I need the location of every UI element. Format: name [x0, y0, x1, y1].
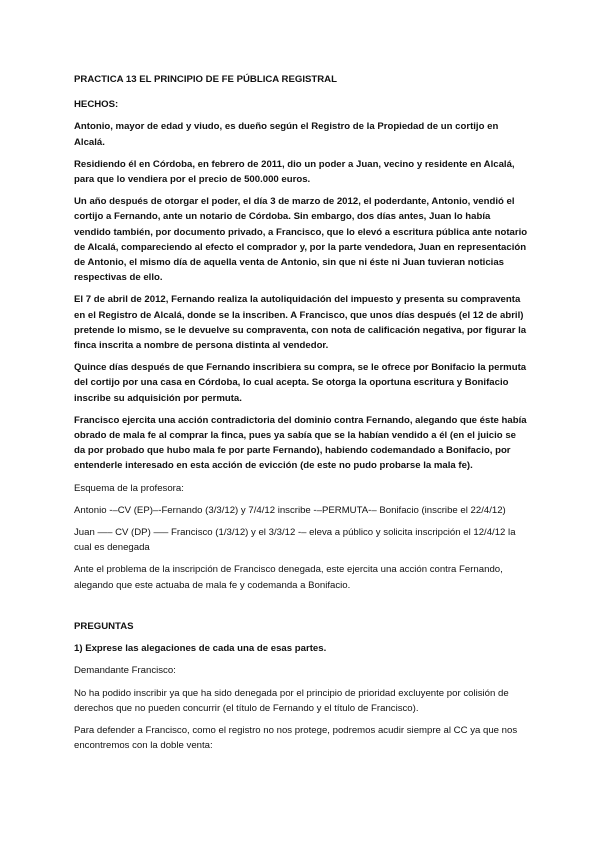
paragraph-2: Residiendo él en Córdoba, en febrero de 2011, dio un poder a Juan, vecino y residente en Alcalá, para que lo vendiera por el precio de 500.000 euros.	[74, 158, 515, 186]
document-title: PRACTICA 13 EL PRINCIPIO DE FE PÚBLICA REGISTRAL	[74, 74, 337, 85]
answer-heading: Demandante Francisco:	[74, 665, 176, 677]
paragraph-4: El 7 de abril de 2012, Fernando realiza la autoliquidación del impuesto y presenta su compraventa en el Registro de Alcalá, donde se la inscriben. A Francisco, que unos días después (el 12 de abril) pretende lo mismo, se le devuelve su compraventa, con nota de calificación negativa, por figurar la finca inscrita a nombre de persona distinta al vendedor.	[74, 294, 527, 352]
question-1: 1) Exprese las alegaciones de cada una de esas partes.	[74, 643, 327, 655]
answer-paragraph-2: Para defender a Francisco, como el registro no nos protege, podremos acudir siempre al CC ya que nos encontremos con la doble venta:	[74, 724, 518, 752]
answer-paragraph-1: No ha podido inscribir ya que ha sido denegada por el principio de prioridad excluyente por colisión de derechos que no pueden concurrir (el título de Fernando y el título de Francisco).	[74, 687, 509, 714]
paragraph-8: Antonio -–CV (EP)–-Fernando (3/3/12) y 7/4/12 inscribe -–PERMUTA-– Bonifacio (inscribe el 22/4/12)	[74, 504, 506, 516]
paragraph-9: Juan —– CV (DP) —– Francisco (1/3/12) y el 3/3/12 -– eleva a público y solicita inscripción el 12/4/12 la cual es denegada	[74, 527, 516, 554]
paragraph-10: Ante el problema de la inscripción de Francisco denegada, este ejercita una acción contra Fernando, alegando que este actuaba de mala fe y codemanda a Bonifacio.	[74, 564, 503, 591]
paragraph-3: Un año después de otorgar el poder, el día 3 de marzo de 2012, el poderdante, Antonio, vendió el cortijo a Fernando, ante un notario de Córdoba. Sin embargo, dos días antes, Juan lo había vendido también, por documento privado, a Francisco, que lo elevó a escritura pública ante notario de Alcalá, compareciendo al efecto el comprador y, por la parte vendedora, Juan en representación de Antonio, el mismo día de aquella venta de Antonio, sin que ni éste ni Juan tuvieran noticias respectivas de ello.	[74, 196, 528, 284]
paragraph-1: Antonio, mayor de edad y viudo, es dueño según el Registro de la Propiedad de un cortijo en Alcalá.	[74, 121, 499, 148]
paragraph-5: Quince días después de que Fernando inscribiera su compra, se le ofrece por Bonifacio la permuta del cortijo por una casa en Córdoba, lo cual acepta. Se otorga la oportuna escritura y Bonifacio inscribe su adquisición por permuta.	[74, 362, 527, 404]
paragraph-7: Esquema de la profesora:	[74, 482, 184, 494]
hechos-heading: HECHOS:	[74, 99, 119, 111]
paragraph-6: Francisco ejercita una acción contradictoria del dominio contra Fernando, alegando que éste había obrado de mala fe al comprar la finca, pues ya sabía que se la habían vendido a él (en el juicio se da por probado que hubo mala fe por parte Fernando), habiendo codemandado a Bonifacio, por entenderle interesado en esta acción de evicción (de este no pudo probarse la mala fe).	[74, 414, 527, 472]
preguntas-heading: PREGUNTAS	[74, 620, 134, 632]
